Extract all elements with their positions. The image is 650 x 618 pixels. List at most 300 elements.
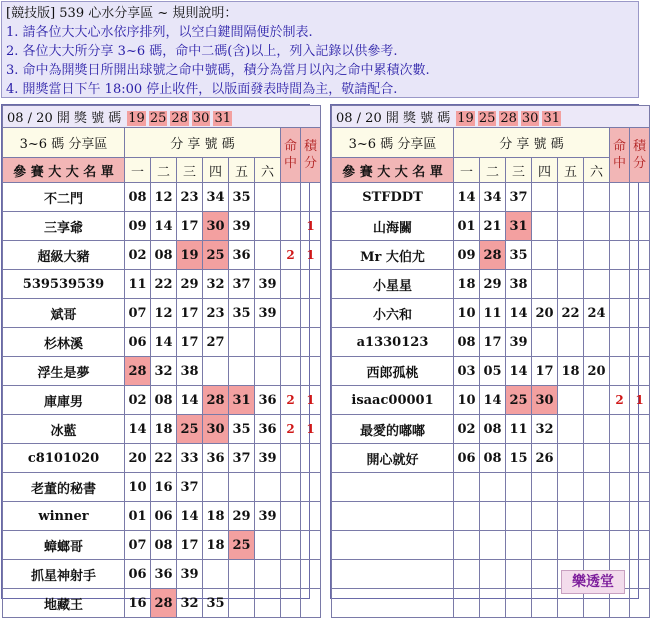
table-row [332, 357, 650, 386]
table-row [332, 270, 650, 299]
draw-number: 28 [500, 111, 517, 126]
share-label: 分 享 號 碼 [125, 128, 281, 158]
share-number: 14 [151, 212, 177, 241]
hit-count [281, 328, 301, 357]
share-number [584, 444, 610, 473]
share-number: 29 [480, 270, 506, 299]
share-number: 17 [177, 212, 203, 241]
share-number: 34 [203, 183, 229, 212]
score-header [301, 128, 321, 183]
score-count: 1 [301, 241, 321, 270]
share-number: 39 [229, 212, 255, 241]
share-number: 37 [506, 183, 532, 212]
share-number: 25 [506, 386, 532, 415]
share-number: 39 [177, 560, 203, 589]
share-number [255, 357, 281, 386]
score-count [630, 357, 650, 386]
score-count [630, 328, 650, 357]
share-number: 10 [125, 473, 151, 502]
empty-cell [506, 560, 532, 589]
share-number: 17 [532, 357, 558, 386]
share-number: 16 [125, 589, 151, 618]
hit-count: 2 [610, 386, 630, 415]
empty-cell [480, 560, 506, 589]
share-number [584, 241, 610, 270]
empty-cell [610, 473, 630, 502]
day-header: 一 [125, 158, 151, 183]
share-number [532, 328, 558, 357]
share-number [255, 560, 281, 589]
share-number [229, 473, 255, 502]
share-number [255, 183, 281, 212]
share-number: 14 [151, 328, 177, 357]
hit-count [281, 212, 301, 241]
hit-count [610, 328, 630, 357]
share-number: 08 [151, 241, 177, 270]
empty-cell [480, 473, 506, 502]
empty-cell [532, 502, 558, 531]
share-number: 30 [203, 415, 229, 444]
empty-cell [532, 473, 558, 502]
score-count [301, 473, 321, 502]
share-number: 28 [203, 386, 229, 415]
share-number: 11 [506, 415, 532, 444]
player-name: 老董的秘書 [3, 473, 125, 502]
share-number: 09 [125, 212, 151, 241]
share-number: 11 [480, 299, 506, 328]
share-number: 39 [255, 299, 281, 328]
hit-count [281, 270, 301, 299]
table-row [3, 328, 321, 357]
empty-cell [506, 502, 532, 531]
player-name: 539539539 [3, 270, 125, 299]
empty-cell [454, 589, 480, 618]
hit-count [610, 241, 630, 270]
table-row [332, 212, 650, 241]
hit-count [281, 560, 301, 589]
empty-cell [506, 473, 532, 502]
share-number: 09 [454, 241, 480, 270]
empty-cell [630, 560, 650, 589]
player-name: 浮生是夢 [3, 357, 125, 386]
share-number: 07 [125, 299, 151, 328]
player-name: winner [3, 502, 125, 531]
score-count [630, 241, 650, 270]
share-number: 32 [177, 589, 203, 618]
day-header: 二 [151, 158, 177, 183]
share-number: 35 [229, 415, 255, 444]
rule-line-4: 4. 開獎當日下午 18:00 停止收件，以版面發表時間為主，敬請配合. [6, 82, 398, 97]
share-number: 37 [229, 270, 255, 299]
player-name: 抓星神射手 [3, 560, 125, 589]
share-number: 32 [203, 270, 229, 299]
table-row [332, 183, 650, 212]
share-number [558, 415, 584, 444]
hit-header-char: 命 [612, 139, 626, 154]
hit-count [610, 357, 630, 386]
share-number: 20 [532, 299, 558, 328]
score-count [630, 444, 650, 473]
score-count [301, 299, 321, 328]
share-number: 19 [177, 241, 203, 270]
share-number: 03 [454, 357, 480, 386]
names-label: 參 賽 大 大 名 單 [332, 158, 454, 183]
share-number [558, 444, 584, 473]
hit-count [610, 299, 630, 328]
draw-header [3, 106, 321, 128]
share-number: 38 [506, 270, 532, 299]
day-header: 三 [177, 158, 203, 183]
player-name: 杉林溪 [3, 328, 125, 357]
share-number: 21 [480, 212, 506, 241]
share-number: 22 [151, 270, 177, 299]
share-number: 32 [151, 357, 177, 386]
table-row [3, 357, 321, 386]
rule-line-3: 3. 命中為開獎日所開出球號之命中號碼，積分為當月以內之命中累積次數. [6, 63, 430, 78]
share-number [229, 328, 255, 357]
hit-count [610, 183, 630, 212]
share-number: 28 [480, 241, 506, 270]
table-row [3, 212, 321, 241]
share-number [532, 241, 558, 270]
day-header: 六 [255, 158, 281, 183]
player-name: 小星星 [332, 270, 454, 299]
player-name: 山海關 [332, 212, 454, 241]
share-number: 08 [151, 386, 177, 415]
share-number: 08 [480, 415, 506, 444]
share-panel-left [1, 104, 318, 613]
empty-cell [610, 502, 630, 531]
score-count [301, 589, 321, 618]
share-number [229, 357, 255, 386]
share-number: 35 [203, 589, 229, 618]
share-number: 06 [454, 444, 480, 473]
hit-count [610, 270, 630, 299]
share-number: 25 [203, 241, 229, 270]
table-row [3, 415, 321, 444]
empty-cell [630, 502, 650, 531]
table-row [3, 241, 321, 270]
player-name: 庫庫男 [3, 386, 125, 415]
share-number: 01 [125, 502, 151, 531]
share-number: 08 [125, 183, 151, 212]
share-number: 06 [125, 560, 151, 589]
share-number: 10 [454, 299, 480, 328]
hit-count: 2 [281, 241, 301, 270]
share-number: 06 [125, 328, 151, 357]
rules-box [1, 1, 639, 98]
share-number [203, 560, 229, 589]
share-table [331, 105, 650, 618]
share-number: 17 [177, 531, 203, 560]
share-number: 05 [480, 357, 506, 386]
share-table [2, 105, 321, 618]
empty-cell [610, 531, 630, 560]
share-number: 39 [255, 444, 281, 473]
share-number [255, 473, 281, 502]
score-header-char: 分 [633, 156, 647, 171]
share-number: 28 [151, 589, 177, 618]
share-number: 20 [584, 357, 610, 386]
share-number [203, 473, 229, 502]
hit-count [281, 357, 301, 386]
share-number: 26 [532, 444, 558, 473]
share-number [584, 386, 610, 415]
draw-number: 25 [478, 111, 496, 126]
share-number: 22 [558, 299, 584, 328]
share-number: 37 [229, 444, 255, 473]
share-number: 07 [125, 531, 151, 560]
player-name: STFDDT [332, 183, 454, 212]
score-count [630, 299, 650, 328]
hit-header-char: 中 [612, 156, 626, 171]
share-number [203, 357, 229, 386]
player-name: 超級大豬 [3, 241, 125, 270]
score-header-char: 分 [304, 156, 318, 171]
share-number: 12 [151, 183, 177, 212]
share-number: 37 [177, 473, 203, 502]
day-header: 五 [558, 158, 584, 183]
share-number: 08 [480, 444, 506, 473]
hit-header [281, 128, 301, 183]
empty-row [332, 502, 650, 531]
share-number [558, 241, 584, 270]
table-row [3, 299, 321, 328]
share-number [255, 589, 281, 618]
table-row [332, 415, 650, 444]
share-number [229, 560, 255, 589]
hit-header-char: 中 [283, 156, 297, 171]
share-number: 39 [506, 328, 532, 357]
share-number: 14 [480, 386, 506, 415]
player-name: 冰藍 [3, 415, 125, 444]
empty-cell [332, 531, 454, 560]
share-number [584, 270, 610, 299]
empty-cell [454, 502, 480, 531]
empty-row [332, 531, 650, 560]
day-header: 三 [506, 158, 532, 183]
share-number [558, 270, 584, 299]
share-number [584, 183, 610, 212]
share-label: 分 享 號 碼 [454, 128, 610, 158]
share-panel-right [330, 104, 647, 599]
share-number: 28 [125, 357, 151, 386]
share-number: 36 [203, 444, 229, 473]
share-number: 18 [454, 270, 480, 299]
draw-date-label: 08 / 20 開 獎 號 碼 [7, 111, 122, 126]
share-number [532, 212, 558, 241]
hit-count [610, 415, 630, 444]
share-number: 35 [229, 299, 255, 328]
share-number: 38 [177, 357, 203, 386]
share-number: 14 [454, 183, 480, 212]
table-row [332, 299, 650, 328]
share-number: 36 [255, 415, 281, 444]
draw-number: 19 [128, 111, 145, 126]
share-number: 36 [255, 386, 281, 415]
share-number [532, 183, 558, 212]
share-number: 35 [506, 241, 532, 270]
hit-count [281, 589, 301, 618]
hit-count [281, 502, 301, 531]
empty-cell [332, 473, 454, 502]
hit-count [281, 473, 301, 502]
empty-cell [506, 531, 532, 560]
share-number: 33 [177, 444, 203, 473]
share-number [584, 415, 610, 444]
day-header: 五 [229, 158, 255, 183]
share-number: 20 [125, 444, 151, 473]
share-number: 25 [229, 531, 255, 560]
empty-cell [630, 531, 650, 560]
score-count [301, 502, 321, 531]
day-header: 六 [584, 158, 610, 183]
share-number: 14 [177, 386, 203, 415]
share-number [229, 589, 255, 618]
lotto-logo[interactable]: 樂透堂 [561, 570, 625, 594]
empty-cell [480, 589, 506, 618]
share-number: 02 [125, 241, 151, 270]
hit-count [281, 183, 301, 212]
share-number: 18 [203, 531, 229, 560]
hit-count [281, 531, 301, 560]
share-number: 14 [506, 299, 532, 328]
share-number [558, 386, 584, 415]
share-number [584, 328, 610, 357]
share-number: 14 [177, 502, 203, 531]
empty-cell [532, 589, 558, 618]
share-number: 15 [506, 444, 532, 473]
draw-date-label: 08 / 20 開 獎 號 碼 [336, 111, 451, 126]
score-count: 1 [630, 386, 650, 415]
share-number: 08 [454, 328, 480, 357]
share-number: 10 [454, 386, 480, 415]
table-row [3, 386, 321, 415]
score-count [301, 270, 321, 299]
draw-number: 25 [149, 111, 167, 126]
section-label: 3~6 碼 分享區 [332, 128, 454, 158]
score-count [630, 270, 650, 299]
player-name: 三享爺 [3, 212, 125, 241]
empty-cell [480, 502, 506, 531]
player-name: Mr 大伯尤 [332, 241, 454, 270]
day-header: 四 [203, 158, 229, 183]
score-header-char: 積 [304, 139, 318, 154]
share-number: 18 [558, 357, 584, 386]
empty-cell [532, 531, 558, 560]
share-number: 30 [532, 386, 558, 415]
score-count: 1 [301, 415, 321, 444]
score-count [301, 531, 321, 560]
hit-header [610, 128, 630, 183]
hit-count [610, 444, 630, 473]
score-count [630, 415, 650, 444]
table-row [332, 328, 650, 357]
share-number: 39 [255, 270, 281, 299]
player-name: c8101020 [3, 444, 125, 473]
section-label: 3~6 碼 分享區 [3, 128, 125, 158]
score-count: 1 [301, 386, 321, 415]
share-number [255, 531, 281, 560]
score-header-char: 積 [633, 139, 647, 154]
draw-header [332, 106, 650, 128]
hit-count: 2 [281, 386, 301, 415]
player-name: 最愛的嘟嘟 [332, 415, 454, 444]
table-row [3, 531, 321, 560]
empty-cell [454, 560, 480, 589]
empty-cell [630, 473, 650, 502]
hit-count [281, 299, 301, 328]
table-row [3, 473, 321, 502]
share-number: 17 [480, 328, 506, 357]
share-number [532, 270, 558, 299]
empty-cell [584, 473, 610, 502]
empty-row [332, 473, 650, 502]
score-count [301, 444, 321, 473]
day-header: 四 [532, 158, 558, 183]
table-row [3, 444, 321, 473]
share-number: 06 [151, 502, 177, 531]
empty-cell [558, 531, 584, 560]
empty-cell [480, 531, 506, 560]
share-number: 08 [151, 531, 177, 560]
empty-cell [584, 502, 610, 531]
share-number: 22 [151, 444, 177, 473]
share-number: 29 [177, 270, 203, 299]
share-number: 18 [151, 415, 177, 444]
day-header: 二 [480, 158, 506, 183]
share-number: 39 [255, 502, 281, 531]
empty-cell [630, 589, 650, 618]
share-number: 12 [151, 299, 177, 328]
hit-count: 2 [281, 415, 301, 444]
empty-cell [454, 473, 480, 502]
share-number: 34 [480, 183, 506, 212]
empty-cell [454, 531, 480, 560]
player-name: 蟑螂哥 [3, 531, 125, 560]
share-number [255, 212, 281, 241]
share-number: 16 [151, 473, 177, 502]
share-number: 35 [229, 183, 255, 212]
share-number: 14 [125, 415, 151, 444]
rules-title: [競技版] 539 心水分享區 ~ 規則說明： [6, 6, 238, 21]
table-row [3, 589, 321, 618]
hit-count [281, 444, 301, 473]
share-number: 25 [177, 415, 203, 444]
day-header: 一 [454, 158, 480, 183]
share-number [584, 212, 610, 241]
share-number: 14 [506, 357, 532, 386]
empty-cell [558, 473, 584, 502]
empty-cell [532, 560, 558, 589]
share-number [558, 328, 584, 357]
share-number: 23 [177, 183, 203, 212]
empty-cell [332, 560, 454, 589]
score-count [301, 183, 321, 212]
share-number: 29 [229, 502, 255, 531]
share-number [558, 212, 584, 241]
player-name: 小六和 [332, 299, 454, 328]
share-number: 02 [125, 386, 151, 415]
player-name: 開心就好 [332, 444, 454, 473]
share-number: 36 [229, 241, 255, 270]
score-count: 1 [301, 212, 321, 241]
player-name: 西郎孤桃 [332, 357, 454, 386]
draw-number: 30 [521, 111, 539, 126]
empty-cell [558, 502, 584, 531]
draw-number: 31 [543, 111, 560, 126]
table-row [332, 444, 650, 473]
